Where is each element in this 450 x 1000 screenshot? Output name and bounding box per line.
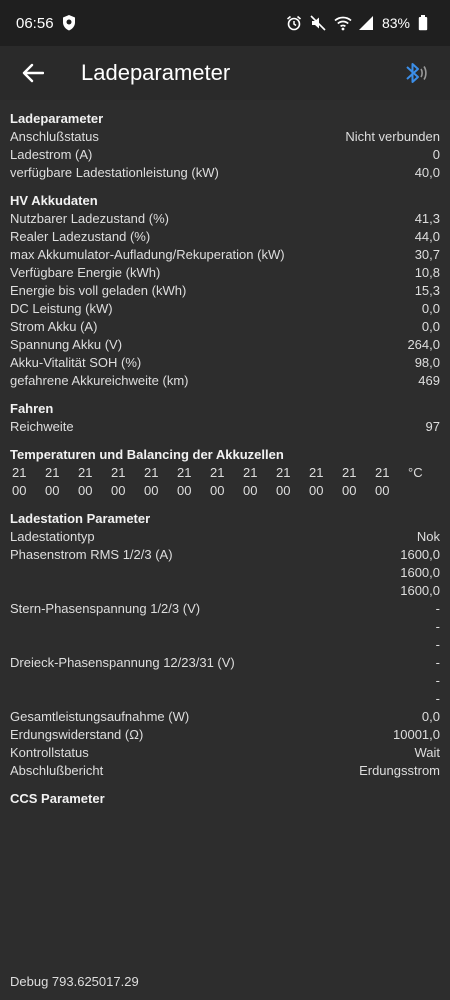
shield-icon — [62, 15, 78, 31]
value: Nok — [416, 529, 440, 544]
value: - — [435, 637, 440, 652]
value: 10,8 — [414, 265, 440, 280]
row-phasenstrom-2 — [10, 564, 440, 582]
label: Energie bis voll geladen (kWh) — [10, 283, 187, 298]
alarm-icon — [286, 15, 302, 31]
cell-balancing: 00 — [210, 483, 225, 498]
row-dc-leistung — [10, 300, 440, 318]
label: max Akkumulator-Aufladung/Rekuperation (kW) — [10, 247, 285, 262]
row-realer-ladezustand — [10, 228, 440, 246]
cell-balancing: 00 — [276, 483, 291, 498]
value: Wait — [414, 745, 440, 760]
cell-balancing: 00 — [45, 483, 60, 498]
value: 264,0 — [407, 337, 440, 352]
value: 1600,0 — [400, 583, 440, 598]
cell-temperature: 21 — [111, 465, 126, 480]
value: 97 — [425, 419, 440, 434]
label: Strom Akku (A) — [10, 319, 98, 334]
cell-temperature: 21 — [144, 465, 159, 480]
row-max-aufladung — [10, 246, 440, 264]
label: Anschlußstatus — [10, 129, 99, 144]
row-gesamtleistung — [10, 708, 440, 726]
page-title: Ladeparameter — [81, 60, 231, 85]
value: - — [435, 655, 440, 670]
label: Gesamtleistungsaufnahme (W) — [10, 709, 190, 724]
row-energie-bis-voll — [10, 282, 440, 300]
cell-temperature: 21 — [342, 465, 357, 480]
label: DC Leistung (kW) — [10, 301, 113, 316]
row-dreieck-2 — [10, 672, 440, 690]
label: Stern-Phasenspannung 1/2/3 (V) — [10, 601, 201, 616]
value: Erdungsstrom — [359, 763, 440, 778]
cell-balancing: 00 — [309, 483, 324, 498]
label: Kontrollstatus — [10, 745, 89, 760]
label: Phasenstrom RMS 1/2/3 (A) — [10, 547, 173, 562]
cell-balancing: 00 — [12, 483, 27, 498]
value: Nicht verbunden — [345, 129, 440, 144]
cell-balancing: 00 — [111, 483, 126, 498]
row-reichweite — [10, 418, 440, 436]
value: 41,3 — [414, 211, 440, 226]
value: 15,3 — [414, 283, 440, 298]
cell-temperature: 21 — [243, 465, 258, 480]
label: verfügbare Ladestationleistung (kW) — [10, 165, 219, 180]
bluetooth-button[interactable] — [402, 59, 430, 87]
back-button[interactable] — [18, 58, 48, 88]
value: 44,0 — [414, 229, 440, 244]
section-title-hv-akkudaten: HV Akkudaten — [10, 193, 98, 208]
row-kontrollstatus — [10, 744, 440, 762]
section-title-fahren: Fahren — [10, 401, 54, 416]
row-akkureichweite — [10, 372, 440, 390]
cell-balancing: 00 — [375, 483, 390, 498]
temperature-unit: °C — [408, 465, 423, 480]
label: Ladestationtyp — [10, 529, 95, 544]
row-stern-phasenspannung — [10, 600, 440, 618]
app-bar — [0, 46, 450, 100]
cell-temperature: 21 — [210, 465, 225, 480]
cell-temperature: 21 — [276, 465, 291, 480]
row-ladestationtyp — [10, 528, 440, 546]
cell-balancing: 00 — [78, 483, 93, 498]
cell-balancing: 00 — [243, 483, 258, 498]
label: gefahrene Akkureichweite (km) — [10, 373, 189, 388]
row-phasenstrom-3 — [10, 582, 440, 600]
row-ladestationleistung — [10, 164, 440, 182]
label: Ladestrom (A) — [10, 147, 93, 162]
section-title-ccs: CCS Parameter — [10, 791, 105, 806]
cell-temperature: 21 — [45, 465, 60, 480]
row-verfuegbare-energie — [10, 264, 440, 282]
cell-balancing: 00 — [144, 483, 159, 498]
value: 0 — [432, 147, 440, 162]
row-erdungswiderstand — [10, 726, 440, 744]
mute-icon — [310, 15, 326, 31]
section-title-ladestation: Ladestation Parameter — [10, 511, 151, 526]
value: 0,0 — [421, 709, 440, 724]
cell-balancing: 00 — [342, 483, 357, 498]
status-time: 06:56 — [16, 14, 54, 32]
temperature-grid — [10, 464, 440, 500]
row-strom-akku — [10, 318, 440, 336]
status-bar — [0, 0, 450, 46]
row-anschlussstatus — [10, 128, 440, 146]
value: - — [435, 601, 440, 616]
value: 98,0 — [414, 355, 440, 370]
value: 40,0 — [414, 165, 440, 180]
row-stern-3 — [10, 636, 440, 654]
row-akku-vitalitaet — [10, 354, 440, 372]
label: Reichweite — [10, 419, 74, 434]
cell-temperature: 21 — [309, 465, 324, 480]
back-arrow-icon — [22, 63, 44, 83]
cell-temperature: 21 — [375, 465, 390, 480]
cell-balancing: 00 — [177, 483, 192, 498]
row-ladestrom — [10, 146, 440, 164]
cell-temperature: 21 — [12, 465, 27, 480]
label: Dreieck-Phasenspannung 12/23/31 (V) — [10, 655, 235, 670]
row-phasenstrom — [10, 546, 440, 564]
label: Spannung Akku (V) — [10, 337, 123, 352]
value: 1600,0 — [400, 565, 440, 580]
label: Erdungswiderstand (Ω) — [10, 727, 144, 742]
row-nutzbarer-ladezustand — [10, 210, 440, 228]
wifi-icon — [334, 15, 350, 31]
section-title-ladeparameter: Ladeparameter — [10, 111, 104, 126]
section-title-temperaturen: Temperaturen und Balancing der Akkuzellen — [10, 447, 284, 462]
label: Nutzbarer Ladezustand (%) — [10, 211, 169, 226]
value: 469 — [418, 373, 440, 388]
label: Abschlußbericht — [10, 763, 104, 778]
content — [0, 100, 450, 1000]
debug-text: Debug 793.625017.29 — [10, 974, 139, 989]
label: Realer Ladezustand (%) — [10, 229, 151, 244]
value: 30,7 — [414, 247, 440, 262]
row-abschlussbericht — [10, 762, 440, 780]
label: Akku-Vitalität SOH (%) — [10, 355, 142, 370]
row-spannung-akku — [10, 336, 440, 354]
cell-temperature: 21 — [177, 465, 192, 480]
value: - — [435, 691, 440, 706]
row-dreieck-phasenspannung — [10, 654, 440, 672]
value: - — [435, 619, 440, 634]
value: 0,0 — [421, 319, 440, 334]
signal-icon — [358, 15, 374, 31]
row-dreieck-3 — [10, 690, 440, 708]
value: - — [435, 673, 440, 688]
cell-temperature: 21 — [78, 465, 93, 480]
value: 1600,0 — [400, 547, 440, 562]
battery-percent: 83% — [381, 15, 410, 31]
label: Verfügbare Energie (kWh) — [10, 265, 161, 280]
value: 10001,0 — [393, 727, 440, 742]
cell-balancing-empty — [408, 482, 438, 500]
row-stern-2 — [10, 618, 440, 636]
value: 0,0 — [421, 301, 440, 316]
battery-icon — [418, 15, 434, 31]
bluetooth-icon — [402, 60, 430, 86]
